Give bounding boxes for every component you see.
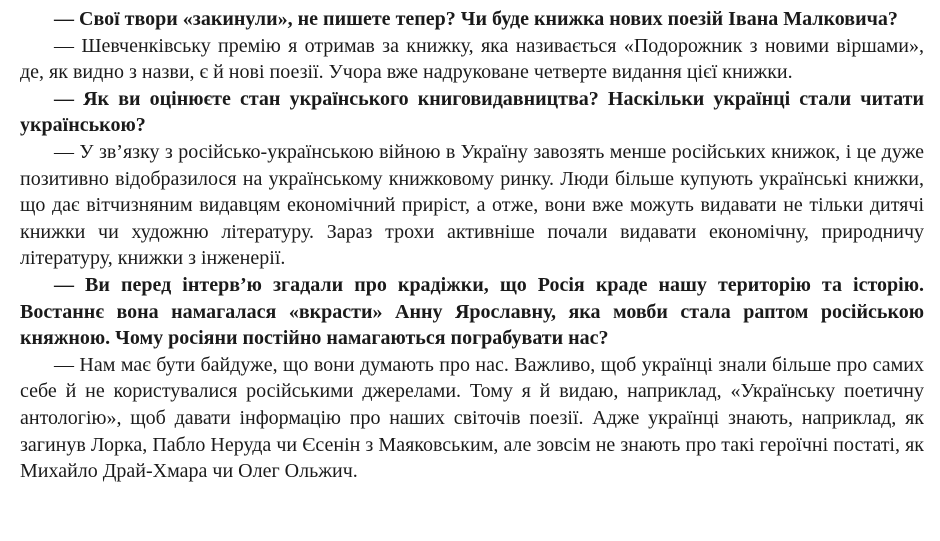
question-1: — Свої твори «закинули», не пишете тепер? Чи буде книжка нових поезій Івана Малковича? [54,8,898,30]
answer-3: — Нам має бути байдуже, що вони думають про нас. Важливо, щоб українці знали більше про самих себе й не користувалися російськими джерелами. Тому я й видаю, наприклад, «Українську поетичну антологію», щоб давати інформацію про наших світочів поезії. Адже українці знають, наприклад, як загинув Лорка, Пабло Неруда чи Єсенін з Маяковським, але зовсім не знають про такі героїчні постаті, як Михайло Драй-Хмара чи Олег Ольжич. [20,353,924,483]
answer-1: — Шевченківську премію я отримав за книжку, яка називається «Подорожник з новими віршами», де, як видно з назви, є й нові поезії. Учора вже надруковане четверте видання цієї книжки. [20,34,924,84]
question-2: — Як ви оцінюєте стан українського книговидавництва? Наскільки українці стали читати українською? [20,87,924,137]
answer-2: — У зв’язку з російсько-українською війною в Україну завозять менше російських книжок, і це дуже позитивно відобразилося на українському книжковому ринку. Люди більше купують українські книжки, що дає вітчизняним видавцям економічний приріст, а отже, вони вже можуть видавати не тільки дитячі книжки чи художню літературу. Зараз трохи активніше почали видавати економічну, природничу літературу, книжки з інженерії. [20,140,924,270]
question-3: — Ви перед інтерв’ю згадали про крадіжки, що Росія краде нашу територію та історію. Востаннє вона намагалася «вкрасти» Анну Ярославну, яка мовби стала раптом російською княжною. Чому росіяни постійно намагаються пограбувати нас? [20,273,924,350]
